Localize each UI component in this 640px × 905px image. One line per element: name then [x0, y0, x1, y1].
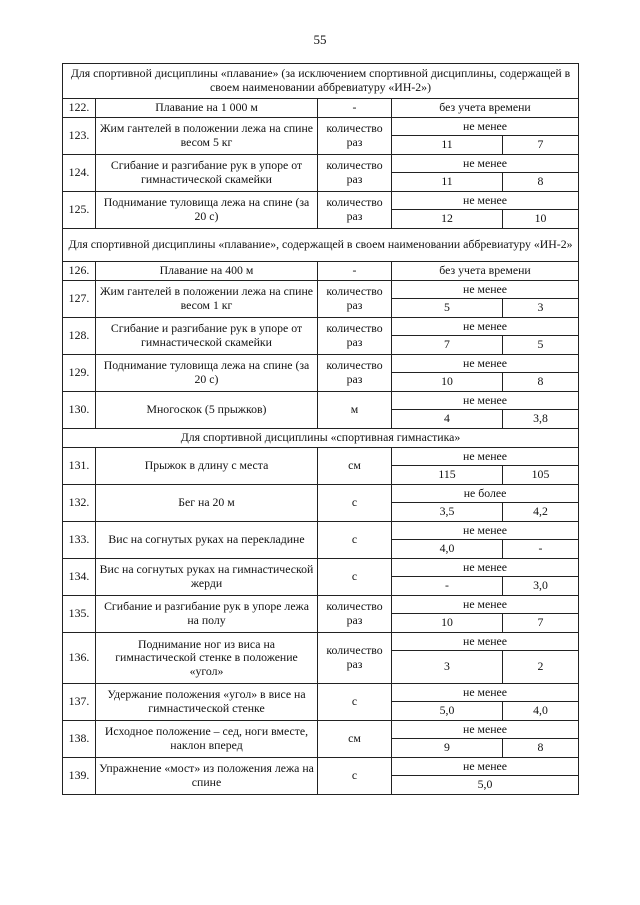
table-row — [63, 596, 579, 614]
value-1: 10 — [392, 614, 503, 633]
row-number: 133. — [63, 522, 96, 559]
norm-condition: не менее — [392, 596, 579, 614]
section-title: Для спортивной дисциплины «плавание», содержащей в своем наименовании аббревиатуру «ИН-2» — [63, 229, 579, 262]
table-row — [63, 559, 579, 577]
value-2: 10 — [503, 210, 579, 229]
value-2: 8 — [503, 373, 579, 392]
unit: количество раз — [318, 155, 392, 192]
row-number: 122. — [63, 99, 96, 118]
unit: количество раз — [318, 318, 392, 355]
value-merged: 5,0 — [392, 776, 579, 795]
value-1: 115 — [392, 466, 503, 485]
norm-condition: не менее — [392, 721, 579, 739]
norm-condition: не менее — [392, 522, 579, 540]
value-1: 3 — [392, 651, 503, 684]
value-2: 7 — [503, 136, 579, 155]
table-row — [63, 155, 579, 173]
value-2: 3,0 — [503, 577, 579, 596]
row-number: 127. — [63, 281, 96, 318]
table-row — [63, 192, 579, 210]
value-1: 4 — [392, 410, 503, 429]
table-row — [63, 522, 579, 540]
value-1: 5 — [392, 299, 503, 318]
value-2: 8 — [503, 739, 579, 758]
table-row — [63, 721, 579, 739]
value-1: 11 — [392, 136, 503, 155]
value-2: 4,2 — [503, 503, 579, 522]
unit: количество раз — [318, 281, 392, 318]
exercise-name: Сгибание и разгибание рук в упоре от гимнастической скамейки — [96, 318, 318, 355]
value-1: - — [392, 577, 503, 596]
table-row — [63, 485, 579, 503]
value-1: 5,0 — [392, 702, 503, 721]
row-number: 135. — [63, 596, 96, 633]
value-2: 105 — [503, 466, 579, 485]
value-1: 7 — [392, 336, 503, 355]
norm-condition: не менее — [392, 758, 579, 776]
unit: количество раз — [318, 355, 392, 392]
row-number: 132. — [63, 485, 96, 522]
unit: количество раз — [318, 633, 392, 684]
row-number: 126. — [63, 262, 96, 281]
exercise-name: Поднимание туловища лежа на спине (за 20 с) — [96, 355, 318, 392]
exercise-name: Жим гантелей в положении лежа на спине весом 5 кг — [96, 118, 318, 155]
row-number: 124. — [63, 155, 96, 192]
unit: - — [318, 99, 392, 118]
row-number: 138. — [63, 721, 96, 758]
value-2: - — [503, 540, 579, 559]
unit: - — [318, 262, 392, 281]
exercise-name: Прыжок в длину с места — [96, 448, 318, 485]
table-row — [63, 633, 579, 651]
table-row — [63, 281, 579, 299]
row-number: 131. — [63, 448, 96, 485]
exercise-name: Плавание на 1 000 м — [96, 99, 318, 118]
exercise-name: Бег на 20 м — [96, 485, 318, 522]
section-row — [63, 64, 579, 99]
value-1: 3,5 — [392, 503, 503, 522]
norm-condition: не менее — [392, 448, 579, 466]
exercise-name: Многоскок (5 прыжков) — [96, 392, 318, 429]
norm-condition: не менее — [392, 155, 579, 173]
norm-condition: не менее — [392, 118, 579, 136]
norm-condition: не менее — [392, 318, 579, 336]
table-row — [63, 448, 579, 466]
value-2: 5 — [503, 336, 579, 355]
unit: см — [318, 721, 392, 758]
exercise-name: Сгибание и разгибание рук в упоре от гимнастической скамейки — [96, 155, 318, 192]
row-number: 134. — [63, 559, 96, 596]
row-number: 129. — [63, 355, 96, 392]
norm-condition: не более — [392, 485, 579, 503]
section-row — [63, 429, 579, 448]
table-row — [63, 684, 579, 702]
norm-note: без учета времени — [392, 99, 579, 118]
unit: с — [318, 758, 392, 795]
exercise-name: Вис на согнутых руках на перекладине — [96, 522, 318, 559]
exercise-name: Вис на согнутых руках на гимнастической жерди — [96, 559, 318, 596]
page-number: 55 — [313, 32, 327, 47]
value-2: 2 — [503, 651, 579, 684]
section-row — [63, 229, 579, 262]
unit: с — [318, 485, 392, 522]
value-1: 11 — [392, 173, 503, 192]
row-number: 137. — [63, 684, 96, 721]
exercise-name: Жим гантелей в положении лежа на спине весом 1 кг — [96, 281, 318, 318]
unit: количество раз — [318, 596, 392, 633]
exercise-name: Упражнение «мост» из положения лежа на спине — [96, 758, 318, 795]
table-row — [63, 262, 579, 281]
unit: см — [318, 448, 392, 485]
value-2: 7 — [503, 614, 579, 633]
exercise-name: Сгибание и разгибание рук в упоре лежа на полу — [96, 596, 318, 633]
unit: м — [318, 392, 392, 429]
norm-note: без учета времени — [392, 262, 579, 281]
exercise-name: Поднимание ног из виса на гимнастической стенке в положение «угол» — [96, 633, 318, 684]
unit: с — [318, 684, 392, 721]
table-row — [63, 99, 579, 118]
row-number: 139. — [63, 758, 96, 795]
norm-condition: не менее — [392, 281, 579, 299]
norm-condition: не менее — [392, 684, 579, 702]
value-1: 9 — [392, 739, 503, 758]
value-1: 4,0 — [392, 540, 503, 559]
section-title: Для спортивной дисциплины «плавание» (за исключением спортивной дисциплины, содержащей в своем наименовании аббревиатуру «ИН-2») — [63, 64, 579, 99]
unit: с — [318, 559, 392, 596]
unit: количество раз — [318, 118, 392, 155]
value-2: 3,8 — [503, 410, 579, 429]
exercise-name: Поднимание туловища лежа на спине (за 20 с) — [96, 192, 318, 229]
row-number: 125. — [63, 192, 96, 229]
value-1: 10 — [392, 373, 503, 392]
table-row — [63, 392, 579, 410]
table-row — [63, 318, 579, 336]
norm-condition: не менее — [392, 392, 579, 410]
row-number: 130. — [63, 392, 96, 429]
exercise-name: Исходное положение – сед, ноги вместе, наклон вперед — [96, 721, 318, 758]
unit: количество раз — [318, 192, 392, 229]
norm-condition: не менее — [392, 192, 579, 210]
value-2: 4,0 — [503, 702, 579, 721]
value-1: 12 — [392, 210, 503, 229]
unit: с — [318, 522, 392, 559]
table-row — [63, 355, 579, 373]
row-number: 128. — [63, 318, 96, 355]
exercise-name: Плавание на 400 м — [96, 262, 318, 281]
norm-condition: не менее — [392, 633, 579, 651]
exercise-name: Удержание положения «угол» в висе на гимнастической стенке — [96, 684, 318, 721]
value-2: 8 — [503, 173, 579, 192]
norm-condition: не менее — [392, 559, 579, 577]
table-row — [63, 118, 579, 136]
value-2: 3 — [503, 299, 579, 318]
section-title: Для спортивной дисциплины «спортивная гимнастика» — [63, 429, 579, 448]
norm-condition: не менее — [392, 355, 579, 373]
row-number: 136. — [63, 633, 96, 684]
table-row — [63, 758, 579, 776]
norms-table — [62, 63, 579, 795]
row-number: 123. — [63, 118, 96, 155]
